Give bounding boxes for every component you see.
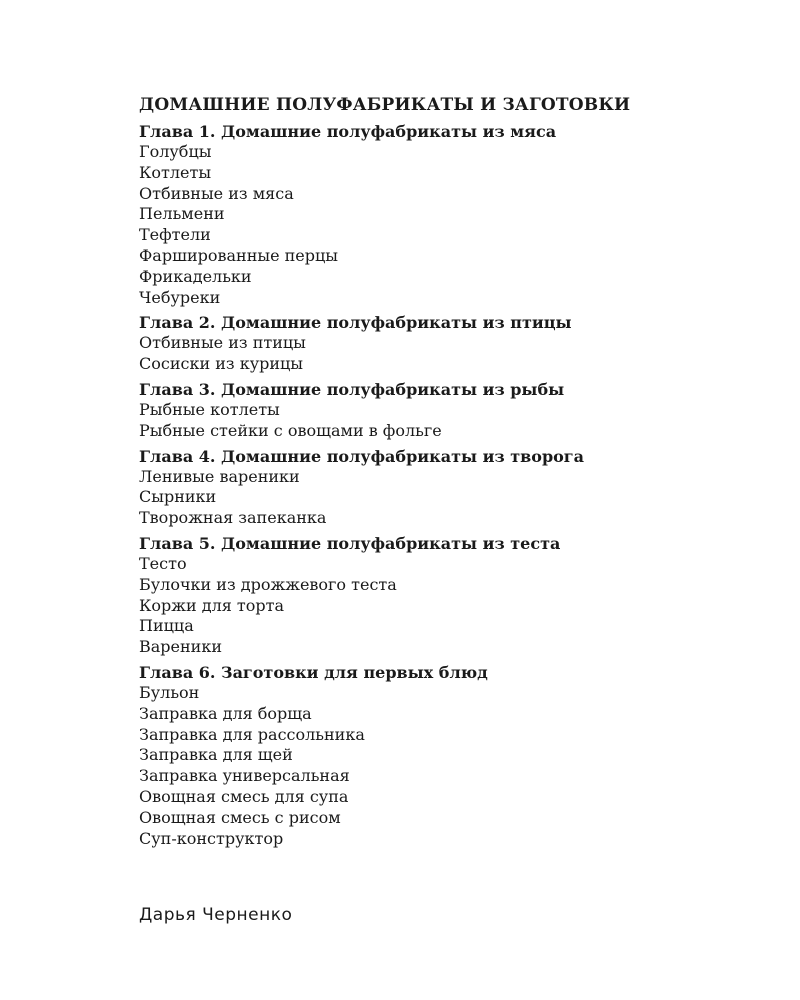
chapter-2 [139, 313, 759, 375]
recipe-item: Булочки из дрожжевого теста [139, 574, 397, 594]
recipe-item: Тефтели [139, 225, 211, 245]
recipe-item: Голубцы [139, 142, 212, 161]
recipe-item: Тесто [139, 553, 187, 573]
recipe-item: Сырники [139, 487, 217, 507]
recipe-item: Чебуреки [139, 287, 221, 307]
table-of-contents [139, 94, 759, 854]
recipe-item: Заправка для борща [139, 703, 312, 723]
recipe-item: Фаршированные перцы [139, 245, 339, 265]
chapter-title: Глава 2. Домашние полуфабрикаты из птицы [139, 313, 572, 333]
chapter-1 [139, 122, 759, 308]
recipe-item: Вареники [139, 637, 222, 657]
recipe-item: Ленивые вареники [139, 466, 300, 486]
chapter-6 [139, 663, 759, 849]
recipe-item: Коржи для торта [139, 595, 285, 615]
chapter-3 [139, 380, 759, 442]
recipe-item: Суп-конструктор [139, 828, 284, 848]
recipe-item: Заправка для рассольника [139, 724, 365, 744]
recipe-item: Пицца [139, 616, 194, 636]
recipe-item: Пельмени [139, 204, 225, 224]
chapter-title: Глава 6. Заготовки для первых блюд [139, 662, 488, 682]
recipe-item: Овощная смесь для супа [139, 786, 349, 806]
chapter-5 [139, 534, 759, 658]
chapter-title: Глава 1. Домашние полуфабрикаты из мяса [139, 122, 557, 141]
recipe-item: Отбивные из птицы [139, 333, 306, 353]
recipe-item: Отбивные из мяса [139, 183, 294, 203]
book-title: ДОМАШНИЕ ПОЛУФАБРИКАТЫ И ЗАГОТОВКИ [139, 95, 631, 115]
recipe-item: Овощная смесь с рисом [139, 807, 341, 827]
chapter-4 [139, 447, 759, 529]
chapter-title: Глава 3. Домашние полуфабрикаты из рыбы [139, 379, 565, 399]
chapter-title: Глава 5. Домашние полуфабрикаты из теста [139, 533, 561, 553]
recipe-item: Рыбные котлеты [139, 399, 280, 419]
recipe-item: Заправка для щей [139, 745, 293, 765]
recipe-item: Рыбные стейки с овощами в фольге [139, 420, 442, 440]
recipe-item: Котлеты [139, 162, 212, 182]
chapter-title: Глава 4. Домашние полуфабрикаты из творога [139, 446, 584, 466]
recipe-item: Творожная запеканка [139, 508, 327, 528]
recipe-item: Бульон [139, 682, 200, 702]
recipe-item: Сосиски из курицы [139, 354, 304, 374]
recipe-item: Фрикадельки [139, 266, 252, 286]
author-name: Дарья Черненко [139, 905, 293, 925]
recipe-item: Заправка универсальная [139, 766, 350, 786]
